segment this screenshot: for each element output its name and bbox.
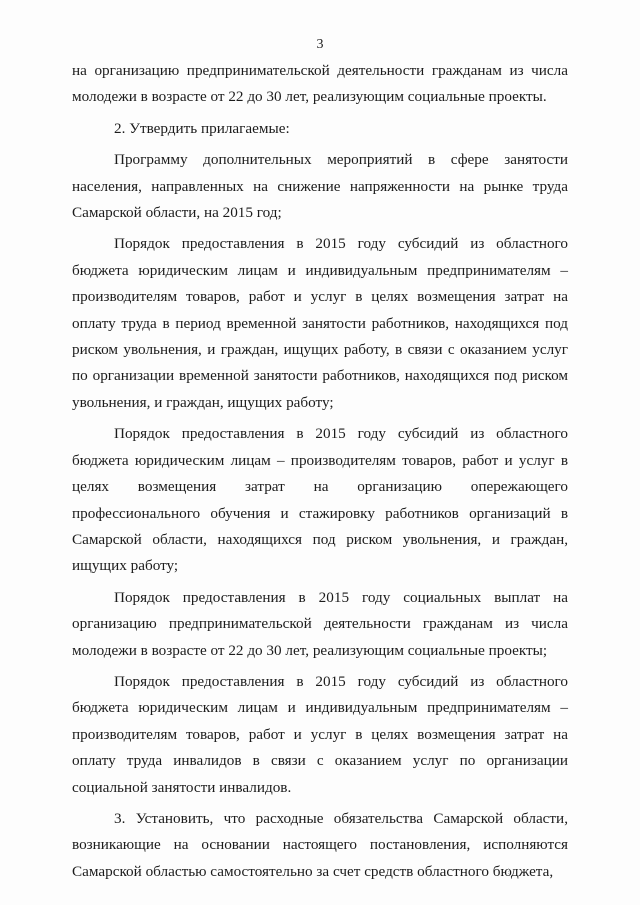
scan-speck	[508, 868, 511, 874]
page-number: 3	[316, 37, 324, 52]
document-body	[72, 58, 568, 890]
paragraph-procedure-training: Порядок предоставления в 2015 году субсидий из областного бюджета юридическим лицам – производителям товаров, работ и услуг в целях возмещения затрат на организацию опережающего профессионального обучения и стажировку работников организаций в Самарской области, находящихся под риском увольнения, и граждан, ищущих работу;	[72, 425, 568, 575]
paragraph-programme: Программу дополнительных мероприятий в сфере занятости населения, направленных на снижение напряженности на рынке труда Самарской области, на 2015 год;	[72, 151, 568, 222]
paragraph-procedure-social-payments: Порядок предоставления в 2015 году социальных выплат на организацию предпринимательской деятельности гражданам из числа молодежи в возрасте от 22 до 30 лет, реализующим социальные проекты;	[72, 588, 568, 659]
paragraph-continuation: на организацию предпринимательской деятельности гражданам из числа молодежи в возрасте от 22 до 30 лет, реализующим социальные проекты.	[72, 62, 568, 106]
paragraph-procedure-temporary-employment: Порядок предоставления в 2015 году субсидий из областного бюджета юридическим лицам и индивидуальным предпринимателям – производителям товаров, работ и услуг в целях возмещения затрат на оплату труда в период временной занятости работников, находящихся под риском увольнения, и граждан, ищущих работу, в связи с оказанием услуг по организации временной занятости работников, находящихся под риском увольнения, и граждан, ищущих работу;	[72, 235, 568, 411]
paragraph-item-2: 2. Утвердить прилагаемые:	[114, 119, 290, 137]
paragraph-procedure-disabled-employment: Порядок предоставления в 2015 году субсидий из областного бюджета юридическим лицам и индивидуальным предпринимателям – производителям товаров, работ и услуг в целях возмещения затрат на оплату труда инвалидов в связи с оказанием услуг по организации социальной занятости инвалидов.	[72, 672, 568, 796]
paragraph-item-3: 3. Установить, что расходные обязательства Самарской области, возникающие на основании настоящего постановления, исполняются Самарской областью самостоятельно за счет средств областного бюджета,	[72, 809, 568, 880]
